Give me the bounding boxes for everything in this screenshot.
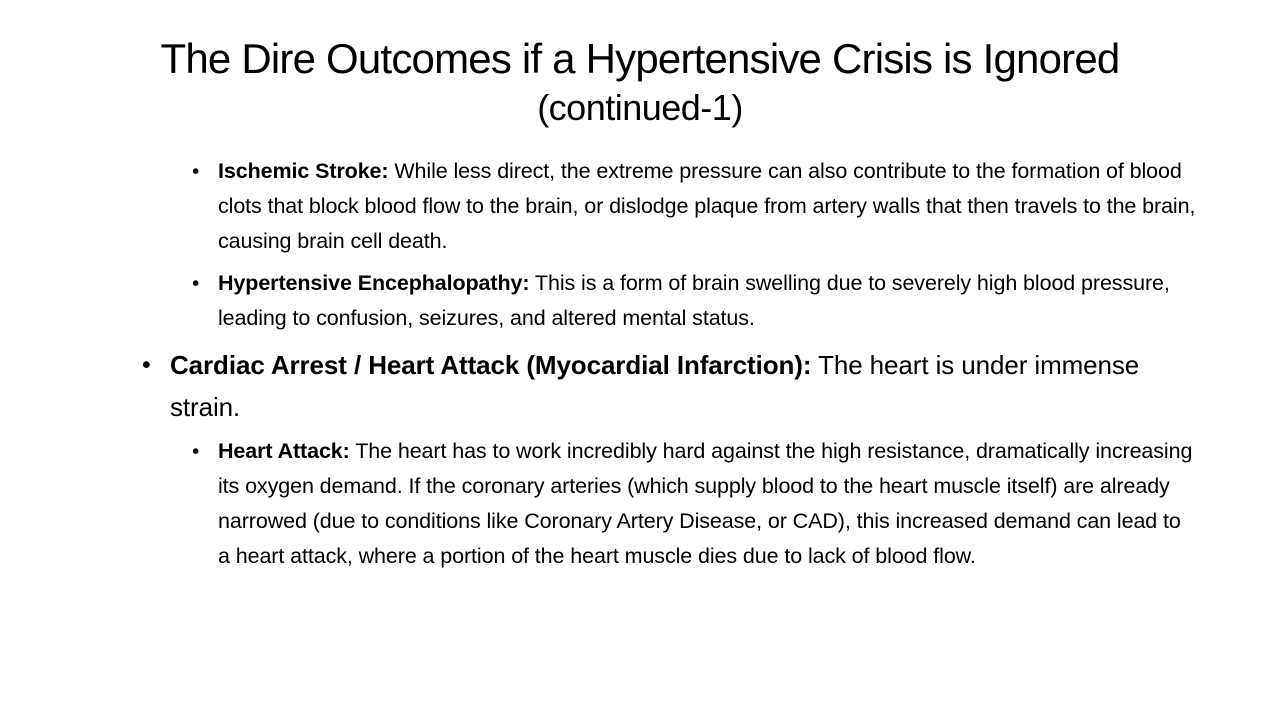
bullet-term: Ischemic Stroke: (218, 159, 389, 183)
bullet-text: The heart is under immense strain. (170, 350, 1140, 422)
bullet-marker: • (192, 160, 200, 183)
bullet-term: Cardiac Arrest / Heart Attack (Myocardial Infarction): (170, 350, 812, 380)
slide-title (0, 34, 1280, 132)
bullet-marker: • (192, 272, 200, 295)
title-subtitle: (continued-1) (537, 87, 743, 128)
bullet-marker: • (142, 351, 151, 379)
title-main: The Dire Outcomes if a Hypertensive Crisis is Ignored (160, 35, 1120, 82)
bullet-marker: • (192, 440, 200, 463)
bullet-term: Heart Attack: (218, 439, 350, 463)
bullet-heart-attack (192, 434, 1198, 574)
bullet-ischemic-stroke (192, 154, 1198, 259)
bullet-cardiac-arrest (142, 344, 1160, 428)
bullet-term: Hypertensive Encephalopathy: (218, 271, 530, 295)
bullet-text: The heart has to work incredibly hard against the high resistance, dramatically increasing its oxygen demand. If the coronary arteries (which supply blood to the heart muscle itself) are already narrowed (due to conditions like Coronary Artery Disease, or CAD), this increased demand can lead to a heart attack, where a portion of the heart muscle dies due to lack of blood flow. (218, 439, 1193, 568)
bullet-hypertensive-encephalopathy (192, 266, 1198, 336)
bullet-text: While less direct, the extreme pressure can also contribute to the formation of blood clots that block blood flow to the brain, or dislodge plaque from artery walls that then travels to the brain, causing brain cell death. (218, 159, 1196, 253)
bullet-text: This is a form of brain swelling due to severely high blood pressure, leading to confusion, seizures, and altered mental status. (218, 271, 1170, 330)
